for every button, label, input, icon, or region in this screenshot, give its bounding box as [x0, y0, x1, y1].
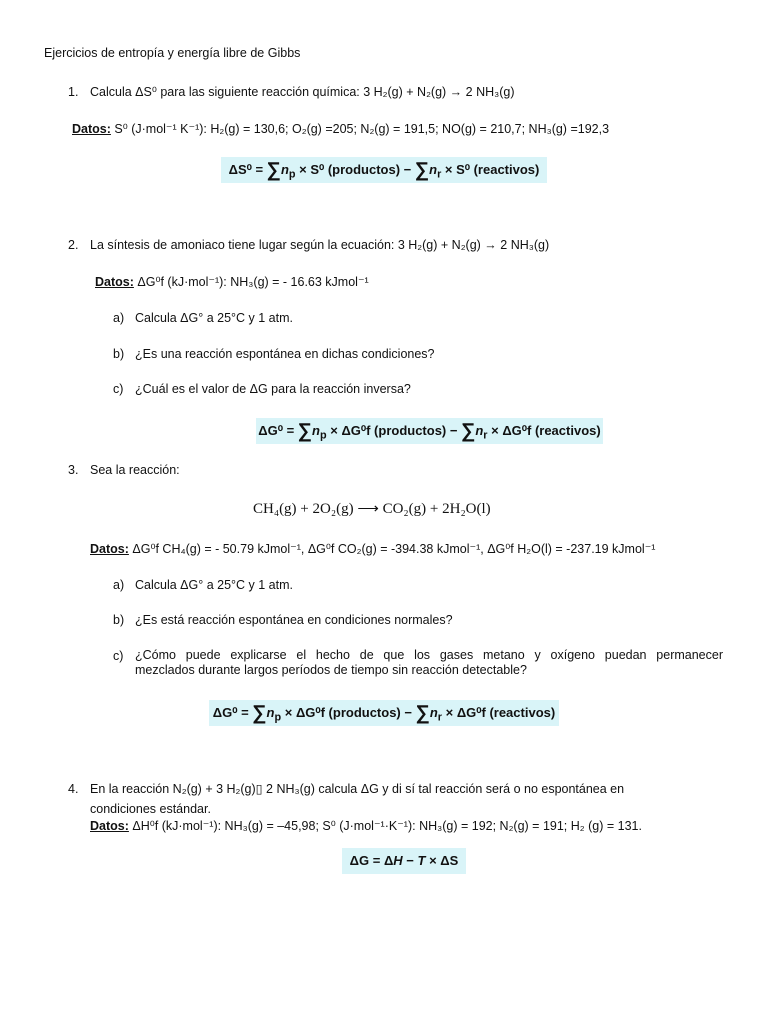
- formula-n: n: [312, 423, 320, 438]
- formula-n: n: [266, 705, 275, 720]
- exercise-1-datos: [72, 121, 609, 137]
- formula-lhs: ΔS⁰ =: [228, 162, 267, 177]
- exercise-4-statement-line-2: condiciones estándar.: [90, 802, 211, 816]
- exercise-2-datos: [95, 274, 369, 290]
- exercise-4-number: 4.: [68, 782, 79, 796]
- formula-sub: p: [288, 168, 296, 181]
- formula-n: n: [429, 705, 438, 720]
- formula-n: n: [429, 162, 438, 177]
- item-letter: a): [113, 311, 125, 325]
- sum-symbol: ∑: [461, 420, 476, 442]
- formula-products: × S⁰ (productos) −: [295, 162, 415, 177]
- datos-values: ΔH⁰f (kJ·mol⁻¹): NH₃(g) = –45,98; S⁰ (J·mol⁻¹·K⁻¹): NH₃(g) = 192; N₂(g) = 191; H₂ (g) = 131.: [132, 819, 642, 833]
- formula-products: × ΔG⁰f (productos) −: [326, 423, 462, 438]
- item-letter: c): [113, 382, 124, 396]
- datos-values: ΔG⁰f CH₄(g) = - 50.79 kJmol⁻¹, ΔG⁰f CO₂(g) = -394.38 kJmol⁻¹, ΔG⁰f H₂O(l) = -237.19 kJmol⁻¹: [132, 542, 656, 556]
- formula-minus: −: [402, 853, 418, 868]
- sum-symbol: ∑: [252, 702, 267, 724]
- equation-products: CO₂(g) + 2H₂O(l): [382, 501, 491, 517]
- formula-n: n: [475, 423, 484, 438]
- exercise-2-statement: La síntesis de amoniaco tiene lugar según la ecuación: 3 H₂(g) + N₂(g) → 2 NH₃(g): [90, 238, 550, 252]
- combustion-equation: [253, 499, 491, 519]
- datos-label: Datos:: [72, 122, 111, 136]
- equation-reactants: CH₄(g) + 2O₂(g): [253, 501, 354, 517]
- item-letter: a): [113, 578, 125, 592]
- datos-label: Datos:: [95, 275, 134, 289]
- formula-sub: r: [437, 711, 443, 724]
- entropy-formula: [221, 157, 547, 183]
- exercise-1-statement: Calcula ΔS⁰ para las siguiente reacción química: 3 H₂(g) + N₂(g) → 2 NH₃(g): [90, 85, 515, 99]
- item-text: ¿Es una reacción espontánea en dichas condiciones?: [135, 347, 435, 361]
- datos-label: Datos:: [90, 542, 129, 556]
- sum-symbol: ∑: [414, 159, 430, 181]
- item-letter: c): [113, 649, 124, 663]
- formula-reactants: × ΔG⁰f (reactivos): [442, 705, 556, 720]
- item-text: Calcula ΔG° a 25°C y 1 atm.: [135, 578, 293, 592]
- exercise-2-number: 2.: [68, 238, 79, 252]
- exercise-3-number: 3.: [68, 463, 79, 477]
- formula-reactants: × S⁰ (reactivos): [441, 162, 540, 177]
- gibbs-enthalpy-formula: [342, 848, 466, 874]
- formula-lhs: ΔG⁰ =: [258, 423, 298, 438]
- formula-h: H: [393, 853, 403, 868]
- item-c-text: [135, 648, 723, 678]
- item-c-line-2: mezclados durante largos períodos de tiempo sin reacción detectable?: [135, 663, 527, 677]
- formula-sub: p: [274, 711, 282, 724]
- formula-sub: r: [483, 429, 488, 442]
- formula-rhs: × ΔS: [425, 853, 459, 868]
- formula-reactants: × ΔG⁰f (reactivos): [487, 423, 601, 438]
- datos-label: Datos:: [90, 819, 129, 833]
- reaction-arrow-icon: ⟶: [357, 501, 379, 517]
- item-text: Calcula ΔG° a 25°C y 1 atm.: [135, 311, 293, 325]
- exercise-1-number: 1.: [68, 85, 79, 99]
- formula-products: × ΔG⁰f (productos) −: [281, 705, 416, 720]
- gibbs-formula: [209, 700, 559, 726]
- sum-symbol: ∑: [297, 420, 313, 442]
- exercise-3-datos: [90, 541, 655, 557]
- sum-symbol: ∑: [266, 159, 281, 181]
- formula-sub: p: [320, 429, 327, 442]
- exercise-4-datos: [90, 818, 642, 834]
- item-text: ¿Es está reacción espontánea en condiciones normales?: [135, 613, 453, 627]
- exercise-3-statement: Sea la reacción:: [90, 463, 180, 477]
- item-letter: b): [113, 613, 125, 627]
- item-letter: b): [113, 347, 125, 361]
- formula-lhs: ΔG⁰ =: [212, 705, 253, 720]
- formula-sub: r: [437, 168, 442, 181]
- formula-lhs: ΔG = Δ: [349, 853, 394, 868]
- page-title: Ejercicios de entropía y energía libre de Gibbs: [44, 46, 301, 60]
- datos-values: S⁰ (J·mol⁻¹ K⁻¹): H₂(g) = 130,6; O₂(g) =205; N₂(g) = 191,5; NO(g) = 210,7; NH₃(g) =192,3: [114, 122, 610, 136]
- item-text: ¿Cuál es el valor de ΔG para la reacción inversa?: [135, 382, 411, 396]
- gibbs-formula: [256, 418, 603, 444]
- formula-t: T: [417, 853, 426, 868]
- item-c-line-1: ¿Cómo puede explicarse el hecho de que los gases metano y oxígeno puedan permanecer: [135, 648, 723, 662]
- formula-n: n: [280, 162, 289, 177]
- datos-values: ΔG⁰f (kJ·mol⁻¹): NH₃(g) = - 16.63 kJmol⁻¹: [137, 275, 369, 289]
- sum-symbol: ∑: [415, 702, 430, 724]
- exercise-4-statement-line-1: En la reacción N₂(g) + 3 H₂(g)▯ 2 NH₃(g) calcula ΔG y di sí tal reacción será o no espontánea en: [90, 782, 625, 796]
